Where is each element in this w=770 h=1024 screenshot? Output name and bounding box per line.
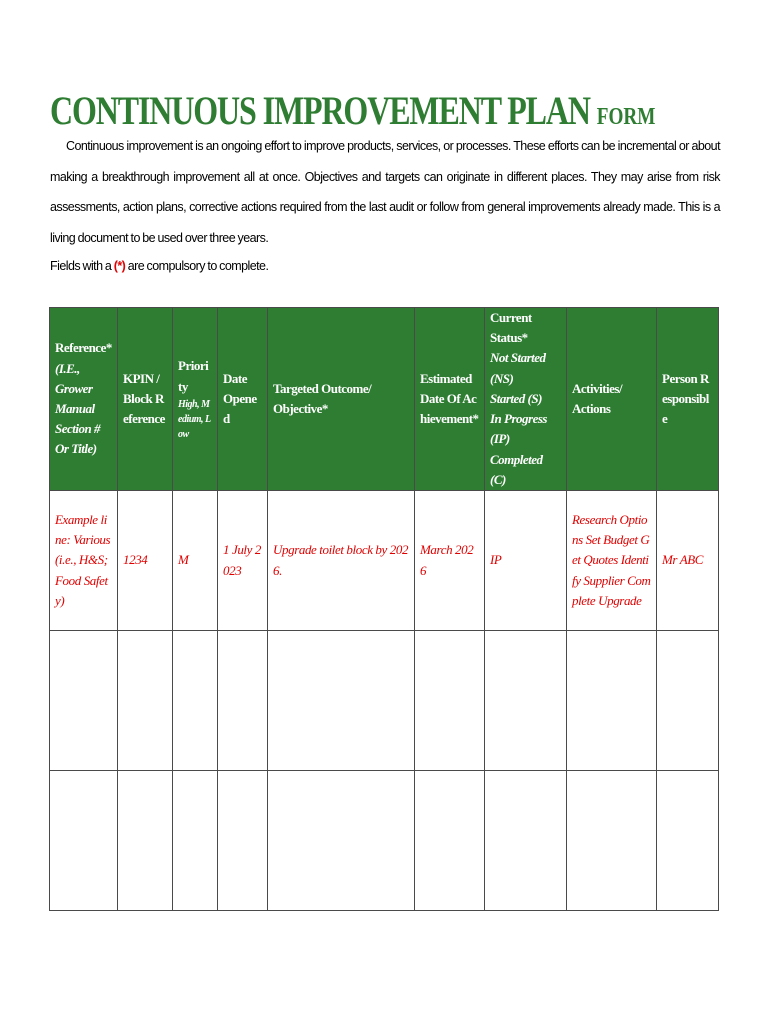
cell-date-opened[interactable] — [218, 631, 268, 771]
cell-current-status[interactable]: IP — [485, 491, 567, 631]
table-row — [50, 631, 719, 771]
cell-activities[interactable] — [567, 631, 657, 771]
cell-date-opened[interactable]: 1 July 2023 — [218, 491, 268, 631]
header-kpin: KPIN / Block Reference — [118, 308, 173, 491]
cell-activities[interactable]: Research Options Set Budget Get Quotes Identify Supplier Complete Upgrade — [567, 491, 657, 631]
cell-estimated-date[interactable] — [415, 771, 485, 911]
intro-paragraph: Continuous improvement is an ongoing effort to improve products, services, or processes. These efforts can be incremental or about making a breakthrough improvement all at once. Objectives and targets can originate in different places. They may arise from risk assessments, action plans, corrective actions required from the last audit or follow from general improvements already made. This is a living document to be used over three years. — [50, 139, 720, 245]
cell-kpin[interactable]: 1234 — [118, 491, 173, 631]
cell-current-status[interactable] — [485, 771, 567, 911]
cell-reference[interactable] — [50, 771, 118, 911]
header-activities: Activities/ Actions — [567, 308, 657, 491]
cell-person-responsible[interactable]: Mr ABC — [657, 491, 719, 631]
header-current-status: Current Status* Not Started (NS) Started (S) In Progress (IP) Completed (C) — [485, 308, 567, 491]
header-date-opened: Date Opened — [218, 308, 268, 491]
required-fields-note — [50, 256, 268, 276]
table-row — [50, 771, 719, 911]
cell-reference[interactable] — [50, 631, 118, 771]
improvement-plan-table — [49, 307, 719, 911]
required-marker: (*) — [113, 259, 126, 273]
table-row-example — [50, 491, 719, 631]
header-priority: Priority High, Medium, Low — [173, 308, 218, 491]
table-header-row — [50, 308, 719, 491]
header-person-responsible: Person Responsible — [657, 308, 719, 491]
cell-estimated-date[interactable]: March 2026 — [415, 491, 485, 631]
cell-person-responsible[interactable] — [657, 631, 719, 771]
header-estimated-date: Estimated Date Of Achievement* — [415, 308, 485, 491]
header-reference: Reference* (I.E., Grower Manual Section # Or Title) — [50, 308, 118, 491]
title-suffix: FORM — [596, 104, 656, 130]
cell-priority[interactable]: M — [173, 491, 218, 631]
cell-kpin[interactable] — [118, 631, 173, 771]
header-targeted-outcome: Targeted Outcome/ Objective* — [268, 308, 415, 491]
required-note-before: Fields with a — [50, 259, 114, 273]
cell-person-responsible[interactable] — [657, 771, 719, 911]
cell-priority[interactable] — [173, 771, 218, 911]
cell-targeted-outcome[interactable]: Upgrade toilet block by 2026. — [268, 491, 415, 631]
cell-current-status[interactable] — [485, 631, 567, 771]
cell-date-opened[interactable] — [218, 771, 268, 911]
cell-estimated-date[interactable] — [415, 631, 485, 771]
cell-activities[interactable] — [567, 771, 657, 911]
cell-targeted-outcome[interactable] — [268, 771, 415, 911]
title-main: CONTINUOUS IMPROVEMENT PLAN — [50, 88, 590, 133]
required-note-after: are compulsory to complete. — [125, 259, 269, 273]
cell-priority[interactable] — [173, 631, 218, 771]
cell-reference[interactable]: Example line: Various (i.e., H&S; Food Safety) — [50, 491, 118, 631]
cell-targeted-outcome[interactable] — [268, 631, 415, 771]
cell-kpin[interactable] — [118, 771, 173, 911]
